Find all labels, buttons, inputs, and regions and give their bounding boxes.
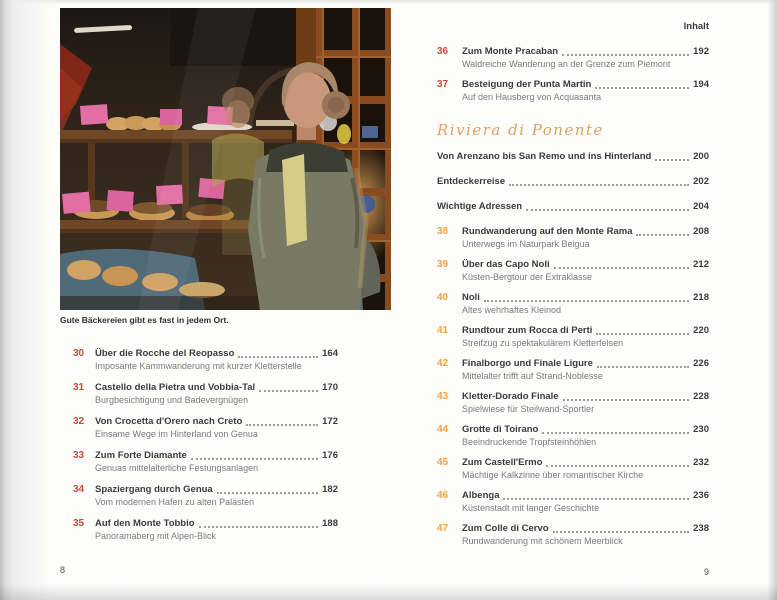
entry-number: 40 <box>437 292 449 303</box>
entry-title: Spaziergang durch Genua <box>95 484 213 495</box>
entry-subtitle: Waldreiche Wanderung an der Grenze zum Piemont <box>462 59 671 69</box>
entry-subtitle: Altes wehrhaftes Kleinod <box>462 305 562 315</box>
entry-title: Auf den Monte Tobbio <box>95 518 195 529</box>
toc-entry <box>437 490 709 514</box>
dot-leader <box>553 531 690 533</box>
entry-number: 31 <box>73 382 85 393</box>
entry-subtitle: Unterwegs im Naturpark Beigua <box>462 239 590 249</box>
running-head: Inhalt <box>683 21 709 32</box>
dot-leader <box>199 526 319 528</box>
dot-leader <box>246 424 318 426</box>
folio-left: 8 <box>60 565 66 575</box>
dot-leader <box>554 267 690 269</box>
entry-page-ref: 212 <box>693 259 709 270</box>
toc-entry <box>437 523 709 547</box>
dot-leader <box>655 159 689 161</box>
entry-title: Zum Forte Diamante <box>95 450 187 461</box>
entry-number: 38 <box>437 226 449 237</box>
toc-overview-list <box>437 151 709 213</box>
toc-entry <box>73 484 338 508</box>
toc-entry <box>437 457 709 481</box>
toc-entry <box>73 348 338 372</box>
entry-title: Zum Colle di Cervo <box>462 523 549 534</box>
entry-page-ref: 228 <box>693 391 709 402</box>
scan-shadow-bottom <box>0 584 777 600</box>
entry-number: 33 <box>73 450 85 461</box>
entry-title: Rundwanderung auf den Monte Rama <box>462 226 633 237</box>
toc-entry <box>437 292 709 316</box>
entry-title: Zum Castell'Ermo <box>462 457 543 468</box>
entry-title: Über die Rocche del Reopasso <box>95 348 235 359</box>
entry-subtitle: Mittelalter trifft auf Strand-Noblesse <box>462 371 603 381</box>
entry-page-ref: 220 <box>693 325 709 336</box>
entry-subtitle: Burgbesichtigung und Badevergnügen <box>95 395 249 405</box>
entry-title: Grotte di Toirano <box>462 424 539 435</box>
entry-page-ref: 188 <box>322 518 338 529</box>
entry-subtitle: Spielwiese für Steilwand-Sportler <box>462 404 595 414</box>
dot-leader <box>191 458 318 460</box>
toc-list-right-main <box>437 226 709 547</box>
dot-leader <box>503 498 689 500</box>
entry-subtitle: Mächtige Kalkzinne über romantischer Kirche <box>462 470 644 480</box>
entry-title: Über das Capo Noli <box>462 259 550 270</box>
entry-title: Entdeckerreise <box>437 176 506 187</box>
entry-page-ref: 192 <box>693 46 709 57</box>
entry-page-ref: 226 <box>693 358 709 369</box>
entry-subtitle: Rundwanderung mit schönem Meerblick <box>462 536 623 546</box>
entry-page-ref: 218 <box>693 292 709 303</box>
toc-entry <box>437 325 709 349</box>
entry-number: 45 <box>437 457 449 468</box>
toc-overview-entry <box>437 176 709 188</box>
entry-subtitle: Panoramaberg mit Alpen-Blick <box>95 531 217 541</box>
page-left <box>60 8 391 575</box>
entry-subtitle: Einsame Wege im Hinterland von Genua <box>95 429 258 439</box>
toc-entry <box>73 416 338 440</box>
entry-title: Von Arenzano bis San Remo und ins Hinterland <box>437 151 652 162</box>
toc-entry <box>437 358 709 382</box>
toc-entry <box>437 424 709 448</box>
dot-leader <box>238 356 318 358</box>
folio-right: 9 <box>703 567 709 577</box>
dot-leader <box>542 432 689 434</box>
entry-title: Besteigung der Punta Martin <box>462 79 592 90</box>
dot-leader <box>546 465 689 467</box>
toc-entry <box>73 382 338 406</box>
scan-edge-right <box>767 0 777 600</box>
entry-number: 43 <box>437 391 449 402</box>
dot-leader <box>563 399 690 401</box>
entry-page-ref: 204 <box>693 201 709 212</box>
entry-page-ref: 182 <box>322 484 338 495</box>
bakery-photo <box>60 8 391 310</box>
toc-entry <box>437 79 709 103</box>
entry-number: 39 <box>437 259 449 270</box>
entry-number: 32 <box>73 416 85 427</box>
toc-entry <box>437 259 709 283</box>
entry-title: Noli <box>462 292 480 303</box>
entry-page-ref: 238 <box>693 523 709 534</box>
entry-page-ref: 164 <box>322 348 338 359</box>
dot-leader <box>484 300 689 302</box>
toc-list-right-top <box>437 46 709 103</box>
entry-number: 35 <box>73 518 85 529</box>
entry-subtitle: Imposante Kammwanderung mit kurzer Kletterstelle <box>95 361 302 371</box>
toc-entry <box>437 391 709 415</box>
entry-subtitle: Küsten-Bergtour der Extraklasse <box>462 272 593 282</box>
entry-page-ref: 232 <box>693 457 709 468</box>
entry-number: 46 <box>437 490 449 501</box>
entry-title: Castello della Pietra und Vobbia-Tal <box>95 382 256 393</box>
scan-edge-top <box>0 0 777 5</box>
entry-title: Wichtige Adressen <box>437 201 523 212</box>
entry-number: 44 <box>437 424 449 435</box>
dot-leader <box>259 390 318 392</box>
entry-page-ref: 208 <box>693 226 709 237</box>
photo-caption: Gute Bäckereien gibt es fast in jedem Ort. <box>60 315 229 325</box>
toc-entry <box>73 450 338 474</box>
entry-title: Von Crocetta d'Orero nach Creto <box>95 416 243 427</box>
toc-entry <box>437 46 709 70</box>
toc-list-left <box>73 348 338 542</box>
entry-page-ref: 202 <box>693 176 709 187</box>
entry-page-ref: 170 <box>322 382 338 393</box>
dot-leader <box>597 366 689 368</box>
entry-page-ref: 176 <box>322 450 338 461</box>
section-heading-riviera-di-ponente: Riviera di Ponente <box>437 121 604 139</box>
entry-subtitle: Streifzug zu spektakulärem Kletterfelsen <box>462 338 624 348</box>
toc-entry <box>437 226 709 250</box>
entry-number: 41 <box>437 325 449 336</box>
entry-number: 30 <box>73 348 85 359</box>
entry-page-ref: 236 <box>693 490 709 501</box>
entry-title: Rundtour zum Rocca di Perti <box>462 325 593 336</box>
entry-title: Albenga <box>462 490 500 501</box>
entry-page-ref: 200 <box>693 151 709 162</box>
entry-number: 47 <box>437 523 449 534</box>
entry-subtitle: Vom modernen Hafen zu alten Palästen <box>95 497 255 507</box>
entry-page-ref: 172 <box>322 416 338 427</box>
entry-subtitle: Beeindruckende Tropfsteinhöhlen <box>462 437 597 447</box>
entry-title: Zum Monte Pracaban <box>462 46 559 57</box>
entry-page-ref: 230 <box>693 424 709 435</box>
entry-number: 36 <box>437 46 449 57</box>
toc-overview-entry <box>437 201 709 213</box>
toc-entry <box>73 518 338 542</box>
entry-title: Finalborgo und Finale Ligure <box>462 358 593 369</box>
dot-leader <box>217 492 318 494</box>
entry-number: 37 <box>437 79 449 90</box>
entry-subtitle: Küstenstadt mit langer Geschichte <box>462 503 600 513</box>
dot-leader <box>596 333 689 335</box>
toc-overview-entry <box>437 151 709 163</box>
page-right <box>437 21 709 577</box>
dot-leader <box>595 87 689 89</box>
entry-subtitle: Auf den Hausberg von Acquasanta <box>462 92 602 102</box>
dot-leader <box>636 234 689 236</box>
dot-leader <box>509 184 689 186</box>
scan-edge-left <box>0 0 55 600</box>
entry-page-ref: 194 <box>693 79 709 90</box>
entry-subtitle: Genuas mittelalterliche Festungsanlagen <box>95 463 259 473</box>
dot-leader <box>526 209 689 211</box>
entry-number: 34 <box>73 484 85 495</box>
dot-leader <box>562 54 689 56</box>
entry-number: 42 <box>437 358 449 369</box>
entry-title: Kletter-Dorado Finale <box>462 391 559 402</box>
